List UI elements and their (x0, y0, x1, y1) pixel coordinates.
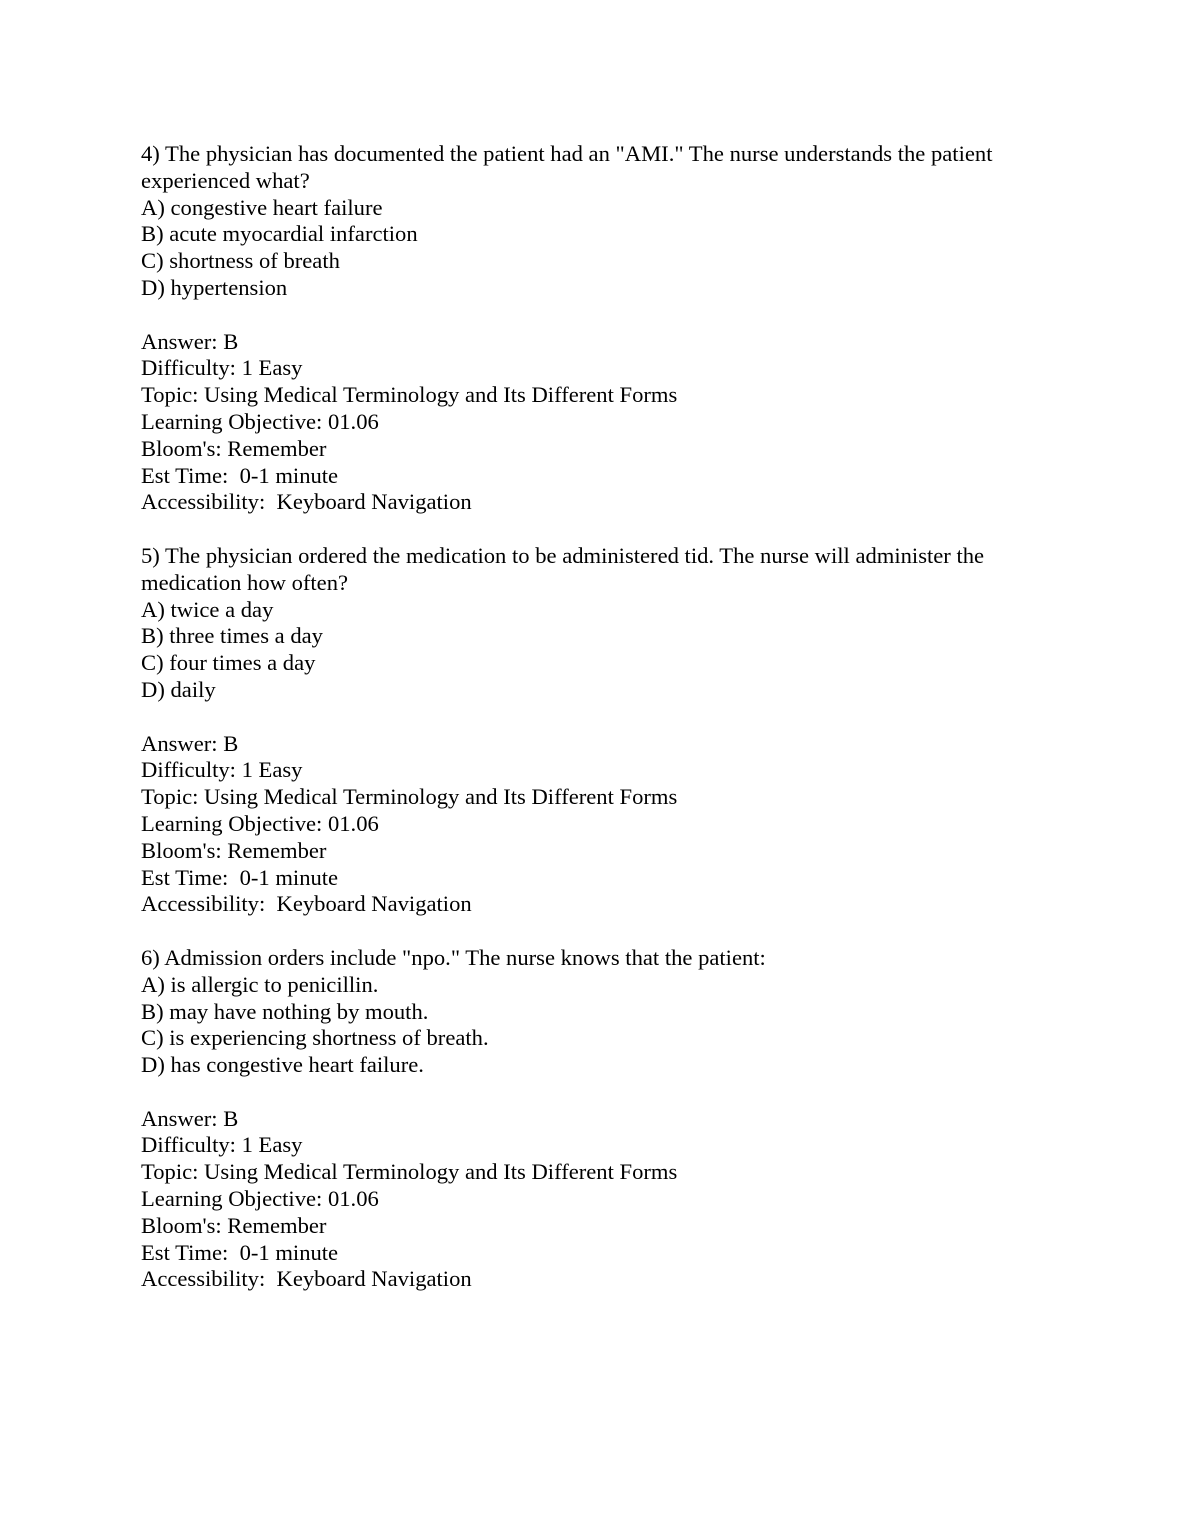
question-block (141, 945, 1041, 1293)
question-stem: 4) The physician has documented the patient had an "AMI." The nurse understands the patient experienced what? (141, 141, 993, 193)
difficulty: Difficulty: 1 Easy (141, 1132, 303, 1158)
answer-key: Answer: B (141, 328, 239, 354)
est-time: Est Time: 0-1 minute (141, 1239, 339, 1265)
learning-objective: Learning Objective: 01.06 (141, 1186, 379, 1212)
topic: Topic: Using Medical Terminology and Its Different Forms (141, 1159, 678, 1185)
answer-option: A) is allergic to penicillin. (141, 971, 379, 997)
question-stem: 5) The physician ordered the medication to be administered tid. The nurse will administer the medication how often? (141, 542, 985, 595)
blooms-level: Bloom's: Remember (141, 837, 327, 863)
est-time: Est Time: 0-1 minute (141, 462, 339, 488)
answer-option: D) daily (141, 676, 216, 702)
question-block (141, 543, 1041, 918)
answer-option: B) three times a day (141, 623, 323, 649)
question-stem: 6) Admission orders include "npo." The nurse knows that the patient: (141, 944, 766, 970)
answer-option: B) may have nothing by mouth. (141, 998, 429, 1024)
difficulty: Difficulty: 1 Easy (141, 355, 303, 381)
answer-option: C) four times a day (141, 650, 316, 676)
spacer (141, 918, 1041, 945)
learning-objective: Learning Objective: 01.06 (141, 810, 379, 836)
accessibility: Accessibility: Keyboard Navigation (141, 489, 472, 515)
answer-option: A) congestive heart failure (141, 194, 383, 220)
learning-objective: Learning Objective: 01.06 (141, 408, 379, 434)
blooms-level: Bloom's: Remember (141, 1212, 327, 1238)
answer-option: D) hypertension (141, 274, 288, 300)
answer-option: C) is experiencing shortness of breath. (141, 1025, 489, 1051)
est-time: Est Time: 0-1 minute (141, 864, 339, 890)
question-block (141, 141, 1041, 516)
topic: Topic: Using Medical Terminology and Its Different Forms (141, 784, 678, 810)
topic: Topic: Using Medical Terminology and Its Different Forms (141, 382, 678, 408)
answer-option: C) shortness of breath (141, 248, 340, 274)
spacer (141, 516, 1041, 543)
blooms-level: Bloom's: Remember (141, 435, 327, 461)
spacer (141, 1079, 1041, 1106)
accessibility: Accessibility: Keyboard Navigation (141, 1266, 472, 1292)
answer-option: B) acute myocardial infarction (141, 221, 418, 247)
accessibility: Accessibility: Keyboard Navigation (141, 891, 472, 917)
spacer (141, 302, 1041, 329)
spacer (141, 704, 1041, 731)
answer-option: D) has congestive heart failure. (141, 1052, 424, 1078)
answer-key: Answer: B (141, 730, 239, 756)
question-list (141, 141, 1041, 1293)
answer-option: A) twice a day (141, 596, 274, 622)
answer-key: Answer: B (141, 1105, 239, 1131)
difficulty: Difficulty: 1 Easy (141, 757, 303, 783)
